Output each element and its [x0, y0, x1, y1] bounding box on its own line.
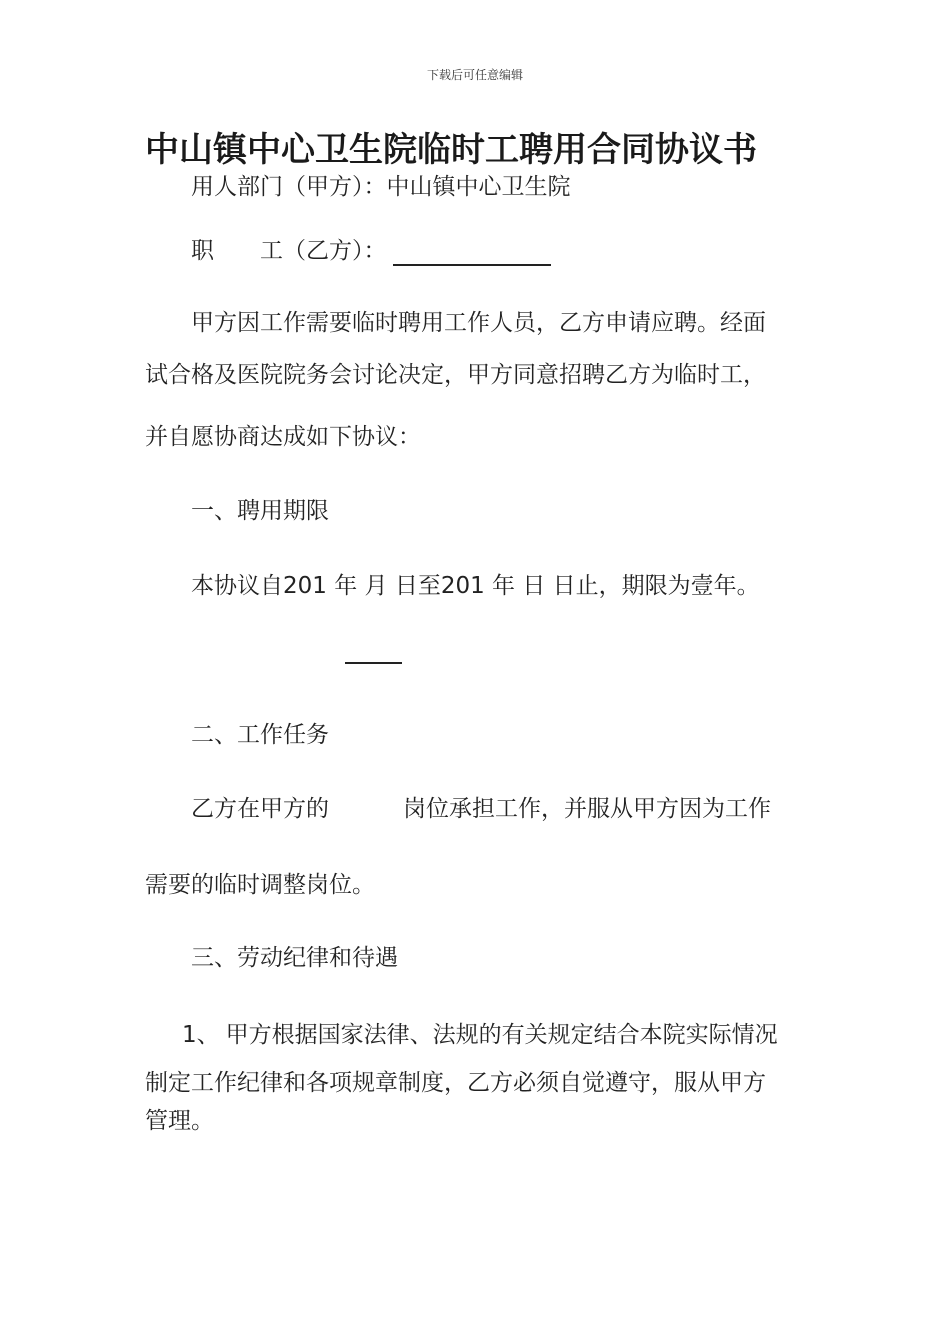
header-note: 下载后可任意编辑	[426, 68, 523, 82]
section2-heading: 二、工作任务	[191, 722, 329, 748]
party-a-label: 用人部门（甲方）：	[191, 174, 387, 200]
party-a-line	[191, 172, 571, 202]
section3-heading: 三、劳动纪律和待遇	[191, 945, 398, 971]
party-b-label-1: 职	[191, 238, 214, 264]
intro-line-1: 甲方因工作需要临时聘用工作人员，乙方申请应聘。经面	[191, 310, 766, 336]
intro-line-3: 并自愿协商达成如下协议：	[145, 424, 421, 450]
section3-item1-line-1	[182, 1020, 778, 1050]
section2-line-1-start: 乙方在甲方的	[191, 796, 329, 822]
section2-line-1-end: 岗位承担工作，并服从甲方因为工作	[403, 796, 771, 822]
party-b-label-2: 工（乙方）：	[260, 238, 387, 264]
section2-line-2: 需要的临时调整岗位。	[145, 872, 375, 898]
section1-text: 本协议自201 年 月 日至201 年 日 日止，期限为壹年。	[191, 573, 760, 599]
party-b-line	[191, 236, 551, 266]
party-a-value: 中山镇中心卫生院	[386, 174, 571, 200]
party-b-name-blank	[393, 236, 551, 266]
section3-item1-number: 1、	[182, 1022, 220, 1048]
section1-heading: 一、聘用期限	[191, 498, 329, 524]
section3-item1-line-2: 制定工作纪律和各项规章制度，乙方必须自觉遵守，服从甲方	[145, 1070, 766, 1096]
section1-blank-rule	[345, 662, 402, 664]
section2-line-1	[191, 794, 771, 824]
document-title: 中山镇中心卫生院临时工聘用合同协议书	[145, 130, 757, 170]
section3-item1-text-1: 甲方根据国家法律、法规的有关规定结合本院实际情况	[225, 1022, 778, 1048]
intro-line-2: 试合格及医院院务会讨论决定，甲方同意招聘乙方为临时工，	[145, 362, 766, 388]
section3-item1-line-3: 管理。	[145, 1108, 214, 1134]
